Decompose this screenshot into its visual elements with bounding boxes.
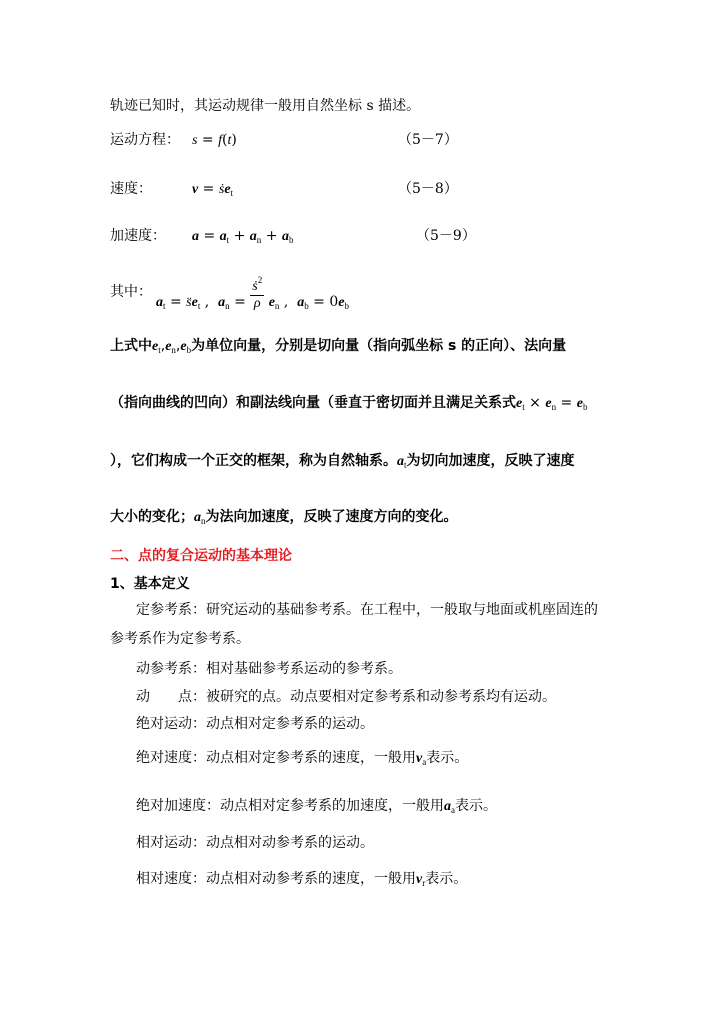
definition-tail: 表示。	[426, 750, 469, 766]
formula-text: $e_n$ , $a_b = 0e_b$	[268, 294, 349, 311]
formula-text: $e_t \times e_n = e_b$	[516, 395, 588, 412]
formula-subscript: n	[256, 235, 262, 245]
formula-text: $e_t,e_n,e_b$	[152, 338, 192, 355]
where-label: 其中：	[110, 284, 152, 300]
intro-text	[110, 96, 420, 116]
definition-term: 定参考系	[136, 602, 192, 618]
formula-text: $a_n$	[194, 510, 206, 526]
formula-text: a	[219, 229, 227, 244]
definition-absolute-motion	[136, 714, 374, 734]
where-line	[110, 282, 152, 302]
definition-absolute-acceleration	[136, 796, 497, 820]
subsection-heading: 1、基本定义	[110, 576, 190, 592]
formula-text: t	[227, 133, 232, 148]
equation-number: （5－9）	[416, 228, 476, 244]
bold-paragraph-line-1	[110, 336, 566, 360]
formula-subscript: t	[230, 188, 234, 198]
definition-fixed-frame-cont	[110, 629, 250, 649]
equation-number: （5－7）	[398, 132, 458, 148]
paragraph-text: 上式中	[110, 338, 152, 354]
equation-velocity-formula: v = ṡe$_t$	[192, 181, 234, 198]
definition-text: ：动点相对定参考系的运动。	[192, 716, 374, 732]
formula-text: $v_r$	[416, 872, 426, 888]
fraction-denominator: ρ	[253, 296, 261, 311]
formula-text: a	[249, 229, 257, 244]
definition-tail: 表示。	[425, 871, 468, 887]
bold-paragraph-line-2	[110, 393, 587, 417]
formula-subscript: t	[226, 235, 230, 245]
definition-text: ：动点相对定参考系的加速度，一般用	[206, 798, 444, 814]
equation-motion-formula: s = f(t)	[192, 132, 237, 148]
formula-text: $a_a$	[444, 799, 455, 815]
formula-text: $a_t$	[397, 454, 407, 470]
formula-text: e	[224, 182, 231, 197]
equation-label: 运动方程：	[110, 132, 180, 148]
bold-paragraph-line-4	[110, 507, 458, 531]
formula-text: v	[192, 182, 199, 197]
equation-acceleration	[110, 226, 166, 246]
equation-number: （5－8）	[398, 181, 458, 197]
equation-velocity	[110, 179, 152, 199]
equation-acceleration-formula: $a = a_t + a_n + a_b$	[192, 228, 294, 245]
formula-text: ṡ	[218, 182, 225, 197]
paragraph-text: 为法向加速度，反映了速度方向的变化。	[205, 509, 458, 525]
formula-subscript: b	[288, 235, 294, 245]
formula-text: a	[192, 229, 199, 244]
definition-text: ：动点相对动参考系的速度，一般用	[192, 871, 416, 887]
equation-label: 速度：	[110, 181, 152, 197]
fraction-numerator: ṡ$^2$	[250, 272, 264, 296]
definition-text: ：动点相对动参考系的运动。	[192, 835, 374, 851]
definition-tail: 表示。	[455, 798, 497, 814]
definition-term: 动参考系	[136, 661, 192, 677]
paragraph-text: （指向曲线的凹向）和副法线向量（垂直于密切面并且满足关系式	[110, 395, 516, 411]
paragraph-text: 为切向加速度，反映了速度	[406, 453, 575, 469]
definition-relative-motion	[136, 833, 374, 853]
definition-term: 相对运动	[136, 835, 192, 851]
definition-moving-frame	[136, 659, 402, 679]
formula-text: s	[192, 133, 198, 148]
definition-text: 参考系作为定参考系。	[110, 631, 250, 647]
formula-text: $v_a$	[416, 751, 427, 767]
formula-text: $a_t$ = $s̈e_t$ , $a_n$ =	[156, 294, 246, 311]
definition-term: 绝对运动	[136, 716, 192, 732]
definition-term: 相对速度	[136, 871, 192, 887]
section-heading: 二、点的复合运动的基本理论	[110, 548, 292, 564]
definition-term: 绝对加速度	[136, 798, 206, 814]
formula-text: f	[218, 133, 222, 148]
paragraph-text: 大小的变化；	[110, 509, 194, 525]
definition-text: ：被研究的点。动点要相对定参考系和动参考系均有运动。	[192, 689, 556, 705]
definition-fixed-frame	[136, 600, 598, 620]
fraction	[250, 272, 264, 312]
paragraph-text: 为单位向量，分别是切向量（指向弧坐标 s 的正向）、法向量	[191, 338, 567, 354]
intro-sentence: 轨迹已知时，其运动规律一般用自然坐标 s 描述。	[110, 98, 421, 114]
definition-relative-velocity	[136, 869, 467, 893]
definition-moving-point	[136, 687, 556, 707]
definition-text: ：相对基础参考系运动的参考系。	[192, 661, 402, 677]
definition-text: ：动点相对定参考系的速度，一般用	[192, 750, 416, 766]
definition-term: 动 点	[136, 689, 192, 705]
equation-label: 加速度：	[110, 228, 166, 244]
definition-absolute-velocity	[136, 748, 468, 772]
formula-text: a	[281, 229, 289, 244]
where-formulas	[156, 270, 349, 310]
definition-text: ：研究运动的基础参考系。在工程中，一般取与地面或机座固连的	[192, 602, 598, 618]
paragraph-text: ），它们构成一个正交的框架，称为自然轴系。	[110, 453, 397, 469]
bold-paragraph-line-3	[110, 451, 575, 475]
definition-term: 绝对速度	[136, 750, 192, 766]
equation-motion	[110, 130, 180, 150]
